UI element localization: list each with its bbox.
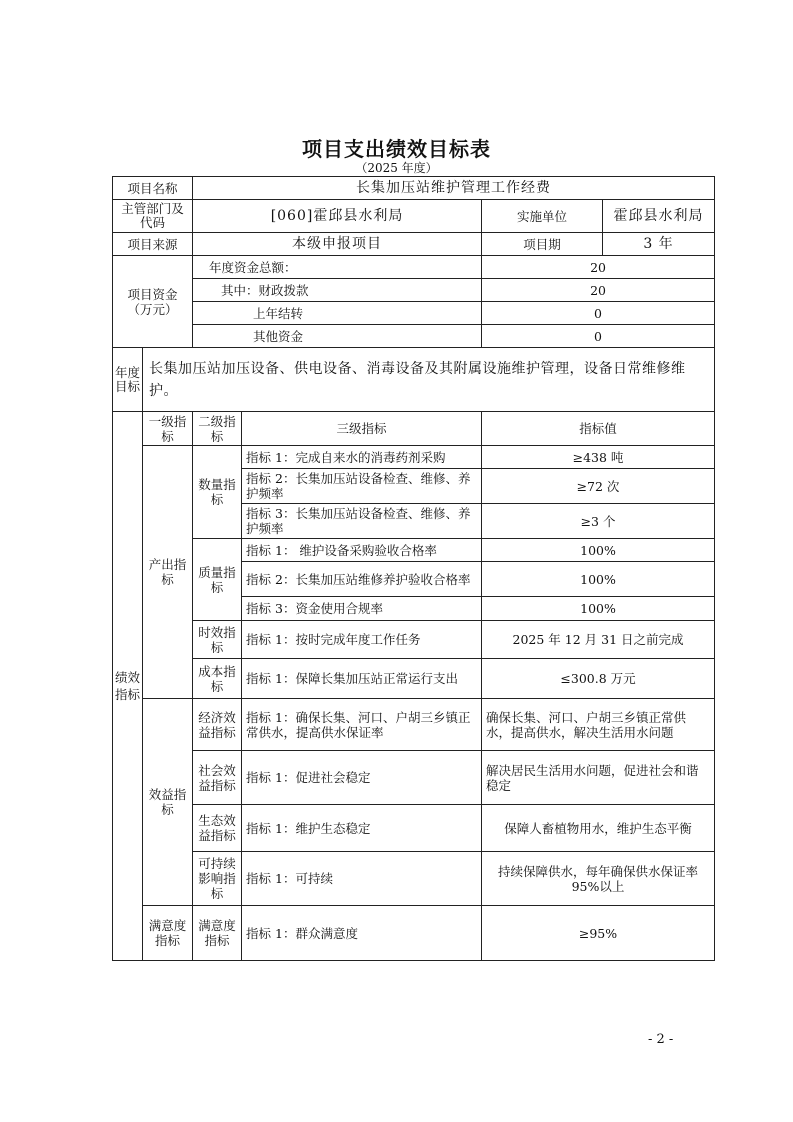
indicator-name: 指标 1：按时完成年度工作任务 <box>242 621 482 659</box>
indicator-value: 保障人畜植物用水，维护生态平衡 <box>482 805 715 852</box>
indicator-value: 解决居民生活用水问题，促进社会和谐稳定 <box>482 751 715 805</box>
funds-row-value: 0 <box>482 302 715 325</box>
indicator-name: 指标 1：维护生态稳定 <box>242 805 482 852</box>
cost-label: 成本指标 <box>193 659 242 699</box>
header-level1: 一级指标 <box>143 412 193 446</box>
eco-label: 生态效益指标 <box>193 805 242 852</box>
sustain-label: 可持续影响指标 <box>193 852 242 906</box>
indicator-name: 指标 3：长集加压站设备检查、维修、养护频率 <box>242 504 482 539</box>
table-row <box>113 233 715 256</box>
impl-label: 实施单位 <box>482 200 603 233</box>
table-row <box>113 256 715 279</box>
satisfaction-l1-label: 满意度指标 <box>143 906 193 961</box>
table-row <box>113 412 715 446</box>
page-title: 项目支出绩效目标表 <box>302 137 491 161</box>
social-label: 社会效益指标 <box>193 751 242 805</box>
indicator-value: ≥438 吨 <box>482 446 715 469</box>
indicator-value: 100% <box>482 539 715 562</box>
period-label: 项目期 <box>482 233 603 256</box>
indicator-name: 指标 3：资金使用合规率 <box>242 597 482 621</box>
header-level2: 二级指标 <box>193 412 242 446</box>
source-value: 本级申报项目 <box>193 233 482 256</box>
quantity-label: 数量指标 <box>193 446 242 539</box>
dept-label: 主管部门及代码 <box>113 200 193 233</box>
indicator-value: 100% <box>482 597 715 621</box>
table-row <box>113 325 715 348</box>
quality-label: 质量指标 <box>193 539 242 621</box>
indicator-value: ≤300.8 万元 <box>482 659 715 699</box>
indicator-name: 指标 1：群众满意度 <box>242 906 482 961</box>
indicator-name: 指标 2：长集加压站设备检查、维修、养护频率 <box>242 469 482 504</box>
indicator-value: ≥72 次 <box>482 469 715 504</box>
goal-label: 年度目标 <box>113 348 143 412</box>
table-row <box>113 302 715 325</box>
table-row <box>113 177 715 200</box>
funds-label: 项目资金（万元） <box>113 256 193 348</box>
project-name-value: 长集加压站维护管理工作经费 <box>193 177 715 200</box>
performance-table <box>112 176 715 961</box>
project-name-label: 项目名称 <box>113 177 193 200</box>
header-value: 指标值 <box>482 412 715 446</box>
header-level3: 三级指标 <box>242 412 482 446</box>
table-row <box>113 200 715 233</box>
table-row <box>113 348 715 412</box>
indicator-name: 指标 1：可持续 <box>242 852 482 906</box>
indicator-name: 指标 1：促进社会稳定 <box>242 751 482 805</box>
table-row <box>113 699 715 751</box>
funds-row-value: 20 <box>482 279 715 302</box>
indicator-name: 指标 1： 维护设备采购验收合格率 <box>242 539 482 562</box>
satisfaction-l2-label: 满意度指标 <box>193 906 242 961</box>
indicator-value: ≥3 个 <box>482 504 715 539</box>
funds-row-value: 20 <box>482 256 715 279</box>
indicator-name: 指标 1：保障长集加压站正常运行支出 <box>242 659 482 699</box>
funds-row-label: 其他资金 <box>193 325 482 348</box>
table-row <box>113 539 715 562</box>
table-row <box>113 279 715 302</box>
indicator-name: 指标 1：完成自来水的消毒药剂采购 <box>242 446 482 469</box>
period-value: 3 年 <box>603 233 715 256</box>
page-number: - 2 - <box>648 1032 674 1047</box>
benefit-label: 效益指标 <box>143 699 193 906</box>
year-subtitle: （2025 年度） <box>355 161 438 175</box>
funds-row-label: 年度资金总额： <box>193 256 482 279</box>
time-label: 时效指标 <box>193 621 242 659</box>
table-row <box>113 621 715 659</box>
funds-row-label: 上年结转 <box>193 302 482 325</box>
indicator-name: 指标 1：确保长集、河口、户胡三乡镇正常供水，提高供水保证率 <box>242 699 482 751</box>
indicator-value: ≥95% <box>482 906 715 961</box>
funds-row-label: 其中：财政拨款 <box>193 279 482 302</box>
indicator-value: 确保长集、河口、户胡三乡镇正常供水，提高供水，解决生活用水问题 <box>482 699 715 751</box>
table-row <box>113 659 715 699</box>
indicators-label: 绩效指标 <box>113 412 143 961</box>
dept-value: [060]霍邱县水利局 <box>193 200 482 233</box>
table-row <box>113 852 715 906</box>
table-row <box>113 446 715 469</box>
output-label: 产出指标 <box>143 446 193 699</box>
econ-label: 经济效益指标 <box>193 699 242 751</box>
impl-value: 霍邱县水利局 <box>603 200 715 233</box>
indicator-value: 100% <box>482 562 715 597</box>
source-label: 项目来源 <box>113 233 193 256</box>
indicator-value: 持续保障供水，每年确保供水保证率95%以上 <box>482 852 715 906</box>
indicator-value: 2025 年 12 月 31 日之前完成 <box>482 621 715 659</box>
indicator-name: 指标 2：长集加压站维修养护验收合格率 <box>242 562 482 597</box>
table-row <box>113 906 715 961</box>
table-row <box>113 751 715 805</box>
table-row <box>113 805 715 852</box>
funds-row-value: 0 <box>482 325 715 348</box>
goal-text: 长集加压站加压设备、供电设备、消毒设备及其附属设施维护管理，设备日常维修维护。 <box>143 348 715 412</box>
